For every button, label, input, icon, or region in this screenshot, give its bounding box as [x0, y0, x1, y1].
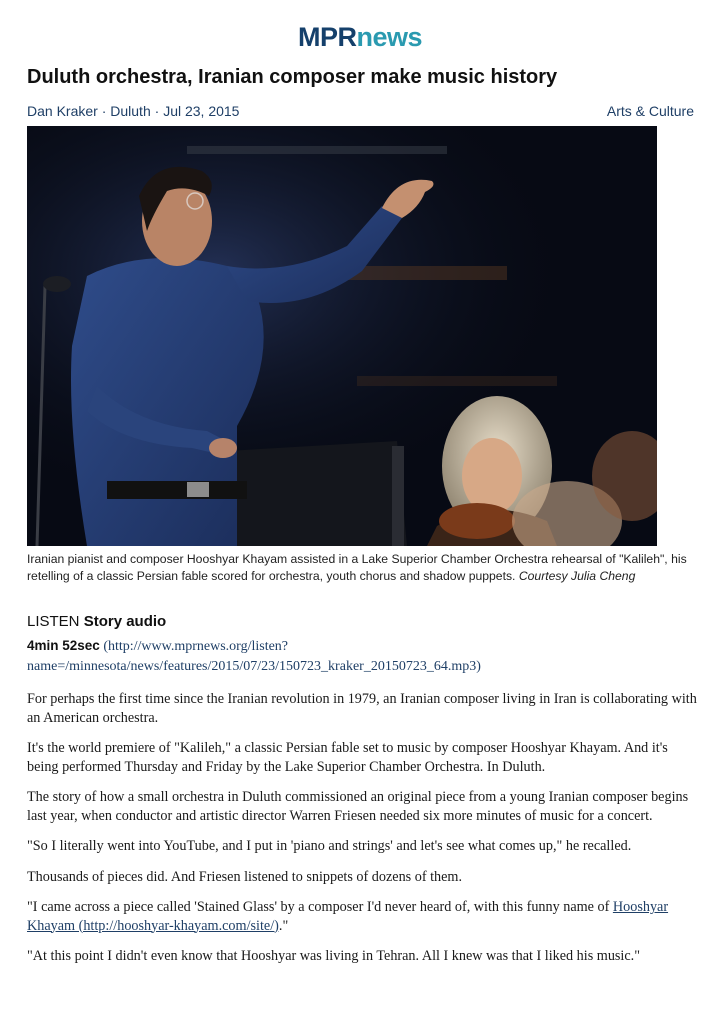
author-link[interactable]: Dan Kraker — [27, 103, 98, 119]
paragraph: For perhaps the first time since the Iranian revolution in 1979, an Iranian composer living in Iran is collaborating with an American orchestra. — [27, 691, 697, 726]
article-photo — [27, 126, 657, 546]
listen-label: LISTEN — [27, 613, 80, 630]
article-headline: Duluth orchestra, Iranian composer make music history — [27, 66, 558, 88]
paragraph-text: ." — [278, 917, 289, 934]
photo-caption — [27, 551, 697, 585]
conductor-rehearsal-photo — [27, 126, 657, 546]
byline — [27, 103, 239, 119]
audio-duration: 4min 52sec — [27, 638, 100, 653]
category-link[interactable]: Arts & Culture — [606, 103, 694, 119]
byline-separator: · — [101, 103, 107, 119]
audio-title: Story audio — [83, 613, 167, 630]
paragraph: "So I literally went into YouTube, and I put in 'piano and strings' and let's see what comes up," he recalled. — [27, 838, 632, 854]
listen-heading — [27, 613, 166, 630]
publish-date: Jul 23, 2015 — [163, 103, 240, 119]
paragraph: Thousands of pieces did. And Friesen listened to snippets of dozens of them. — [27, 868, 463, 885]
logo-mpr-text: MPR — [297, 22, 357, 52]
paragraph-text: "I came across a piece called 'Stained Glass' by a composer I'd never heard of, with this funny name of — [27, 899, 613, 915]
paragraph — [27, 898, 699, 935]
logo-news-text: news — [356, 22, 423, 52]
composer-site-link[interactable]: Hooshyar Khayam (http://hooshyar-khayam.com/site/) — [27, 899, 669, 934]
byline-separator: · — [154, 103, 160, 119]
article-body — [27, 690, 699, 978]
mpr-news-logo[interactable] — [0, 22, 720, 53]
paragraph: It's the world premiere of "Kalileh," a classic Persian fable set to music by composer Hooshyar Khayam. And it's being performed Thursday and Friday by the Lake Superior Chamber Orchestra. In Duluth. — [27, 740, 668, 775]
audio-url-line2[interactable]: name=/minnesota/news/features/2015/07/23/150723_kraker_20150723_64.mp3) — [27, 659, 481, 674]
paragraph: "At this point I didn't even know that Hooshyar was living in Tehran. All I knew was that I liked his music." — [27, 948, 641, 964]
audio-link-block[interactable] — [27, 636, 697, 677]
caption-text: Iranian pianist and composer Hooshyar Khayam assisted in a Lake Superior Chamber Orchestra rehearsal of "Kalileh", his retelling of a classic Persian fable scored for orchestra, youth chorus and shadow puppets. — [27, 552, 687, 583]
location-label: Duluth — [110, 103, 151, 119]
audio-url-line1[interactable]: (http://www.mprnews.org/listen? — [103, 639, 289, 654]
paragraph: The story of how a small orchestra in Duluth commissioned an original piece from a young Iranian composer begins last year, when conductor and artistic director Warren Friesen needed six more minutes of music for a concert. — [27, 789, 689, 824]
photo-credit: Courtesy Julia Cheng — [518, 569, 636, 583]
